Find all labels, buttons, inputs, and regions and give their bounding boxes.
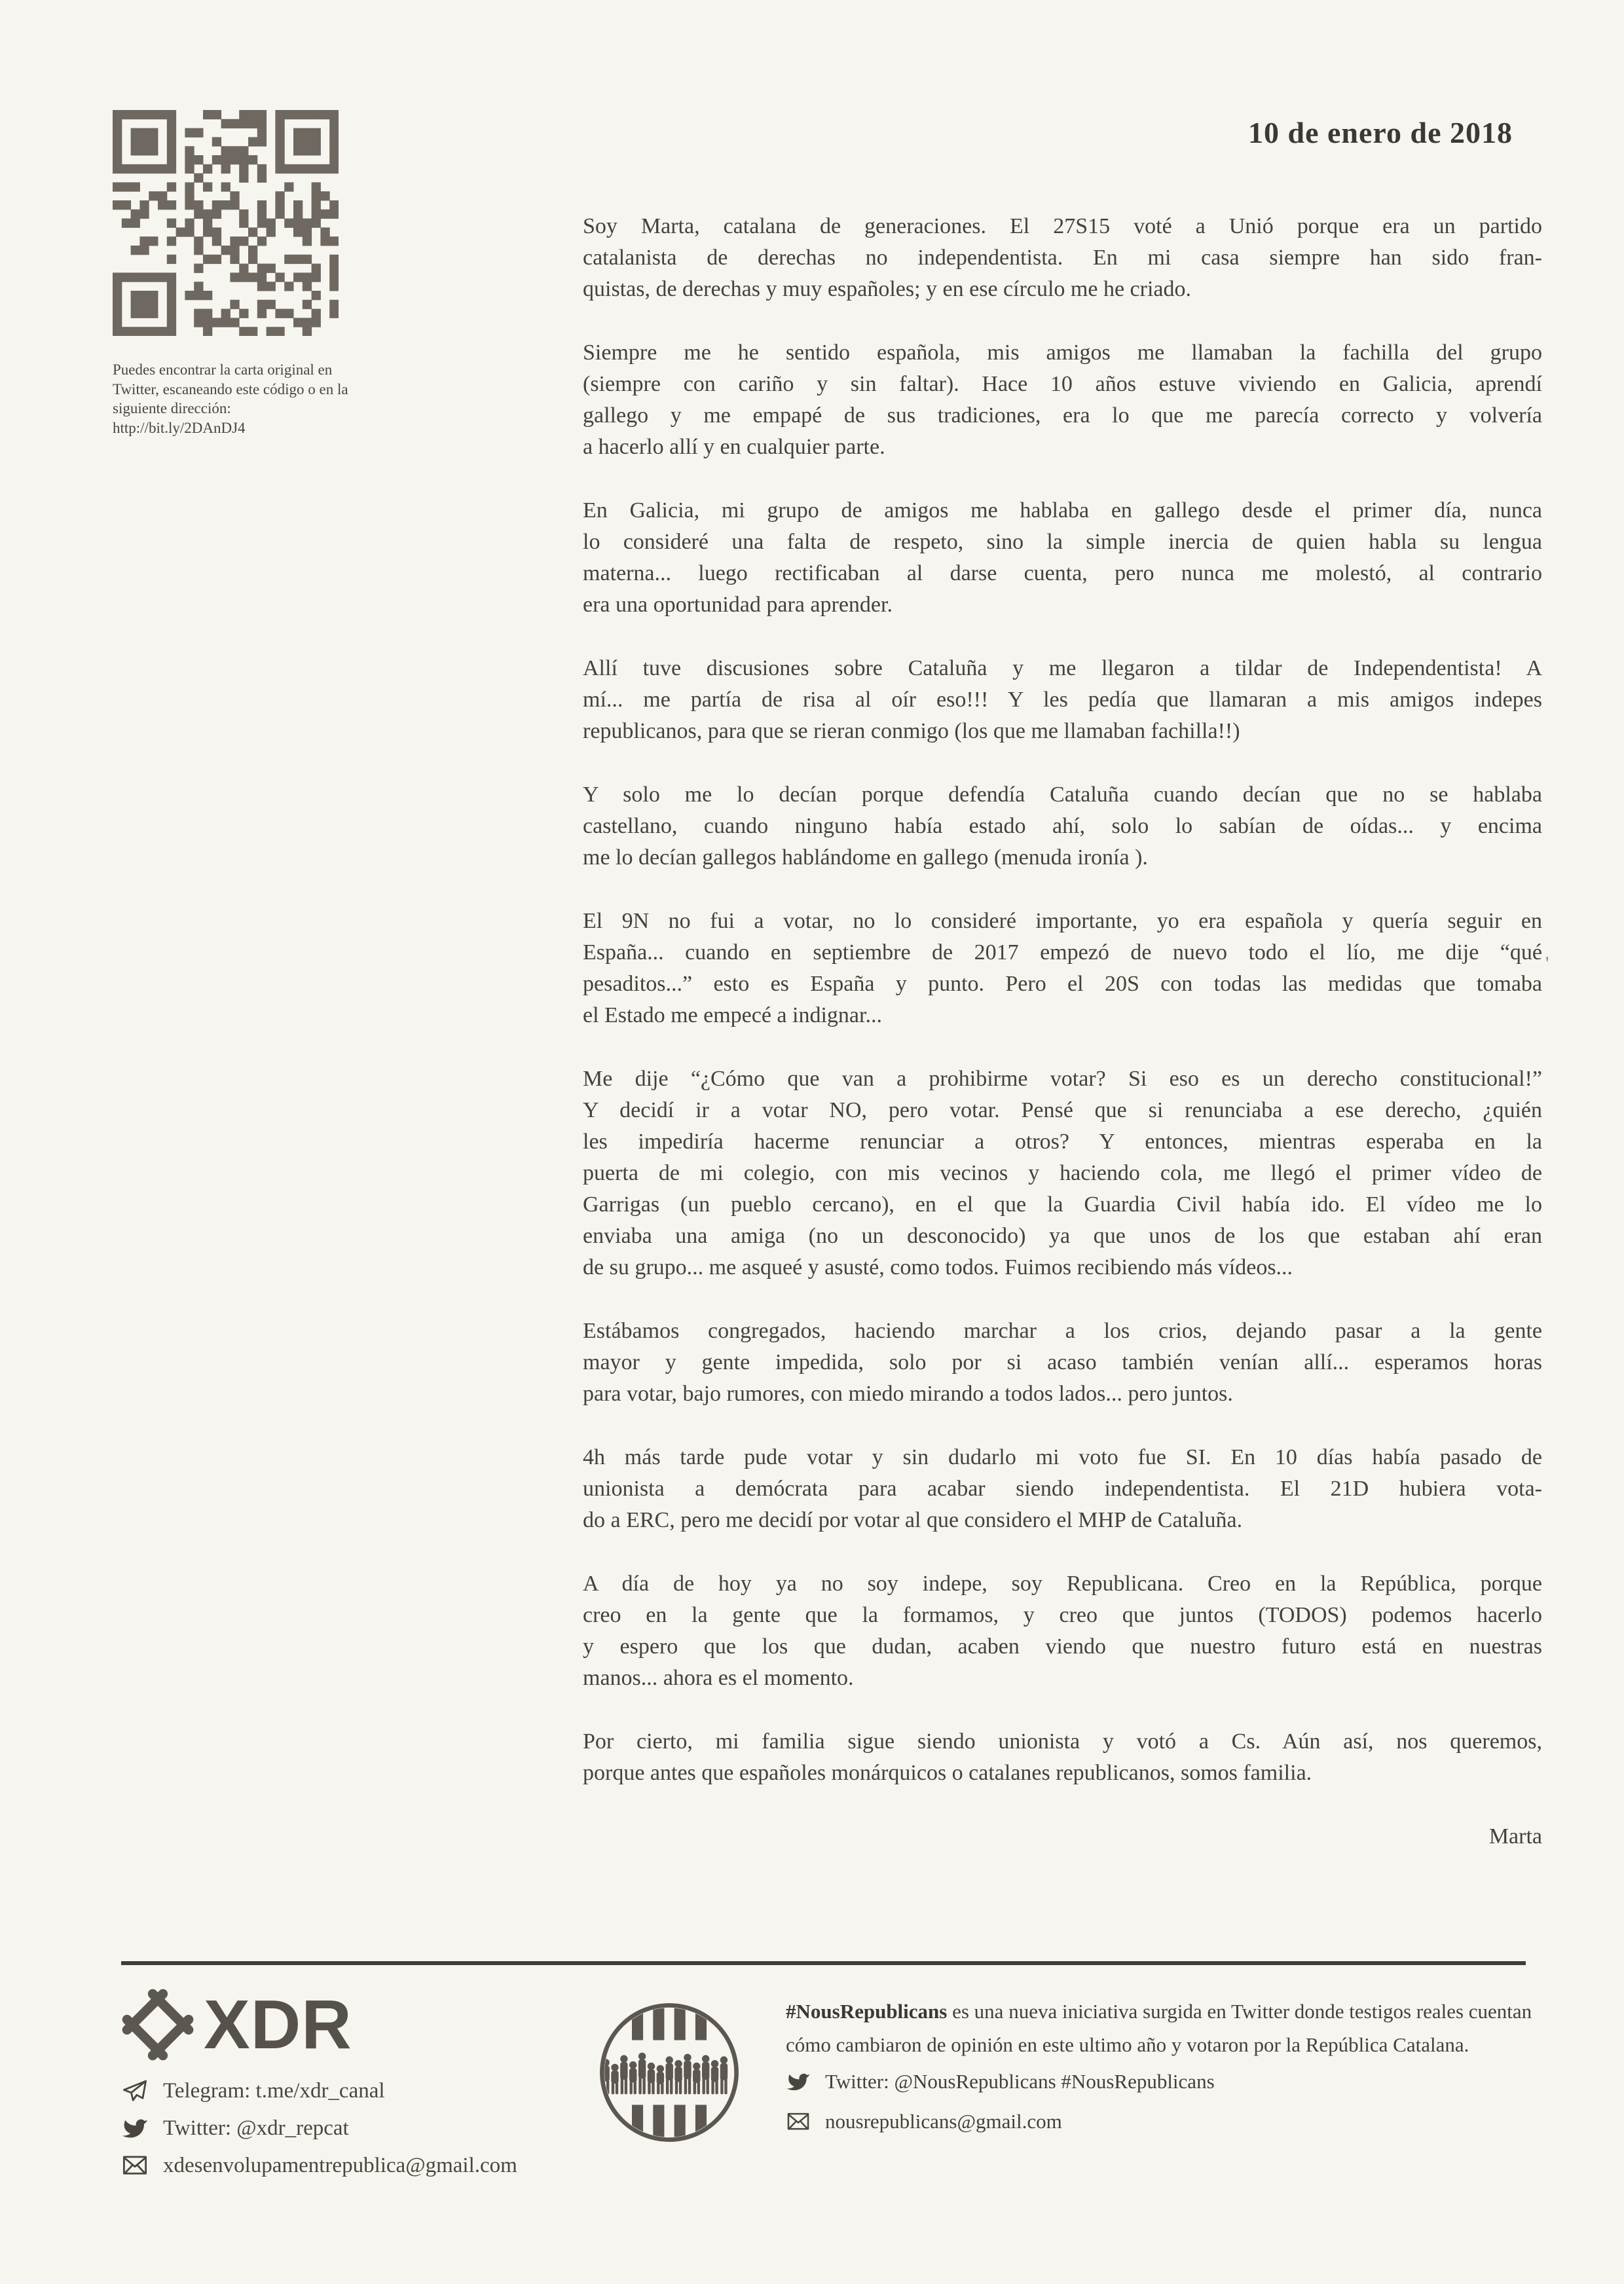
letter-line: unionista a demócrata para acabar siendo independentista. El 21D hubiera vota- [583,1477,1542,1501]
xdr-logo-text: XDR [204,1986,352,2063]
xdr-email-row [121,2152,517,2179]
letter-line: España... cuando en septiembre de 2017 empezó de nuevo todo el lío, me dije “qué [583,940,1542,965]
letter-line: quistas, de derechas y muy españoles; y en ese círculo me he criado. [583,277,1192,301]
letter-line: porque antes que españoles monárquicos o catalanes republicanos, somos familia. [583,1761,1312,1785]
letter-line: mayor y gente impedida, solo por si acaso también venían allí... esperamos horas [583,1350,1542,1374]
letter-line: manos... ahora es el momento. [583,1666,854,1690]
letter-line: Por cierto, mi familia sigue siendo unionista y votó a Cs. Aún así, nos queremos, [583,1729,1542,1754]
qr-code [113,110,339,336]
letter-paragraph [583,779,1542,874]
letter-paragraph [583,1063,1542,1283]
xdr-twitter-label: Twitter: @xdr_repcat [163,2116,349,2140]
letter-line: El 9N no fui a votar, no lo consideré importante, yo era española y quería seguir en [583,909,1542,933]
letter-paragraph [583,495,1542,621]
letter-line: creo en la gente que la formamos, y creo que juntos (TODOS) podemos hacerlo [583,1603,1542,1627]
twitter-icon [121,2114,149,2142]
letter-line: castellano, cuando ninguno había estado ahí, solo lo sabían de oídas... y encima [583,814,1542,838]
nousrepublicans-contacts [786,2065,1542,2138]
letter-line: republicanos, para que se rieran conmigo (los que me llamaban fachilla!!) [583,719,1240,743]
xdr-contacts [121,2077,517,2179]
letter-line: enviaba una amiga (no un desconocido) ya que unos de los que estaban ahí eran [583,1224,1542,1248]
letter-line: para votar, bajo rumores, con miedo mirando a todos lados... pero juntos. [583,1382,1233,1406]
letter-line: Y solo me lo decían porque defendía Cataluña cuando decían que no se hablaba [583,783,1542,807]
nousrepublicans-block [786,1995,1542,2138]
letter-line: me lo decían gallegos hablándome en gallego (menuda ironía ). [583,845,1148,870]
letter-line: era una oportunidad para aprender. [583,593,893,617]
nousrepublicans-email-label: nousrepublicans@gmail.com [825,2110,1062,2133]
letter-line: do a ERC, pero me decidí por votar al que considero el MHP de Cataluña. [583,1508,1243,1532]
letter-line: En Galicia, mi grupo de amigos me hablaba en gallego desde el primer día, nunca [583,498,1542,523]
email-icon [121,2152,149,2179]
xdr-twitter-row [121,2114,517,2142]
telegram-icon [121,2077,149,2105]
qr-caption-line: Twitter, escaneando este código o en la [113,380,348,397]
letter-line: lo consideré una falta de respeto, sino la simple inercia de quien habla su lengua [583,530,1542,554]
nousrepublicans-email-row [786,2105,1542,2138]
xdr-block [121,1988,517,2179]
letter-line: Allí tuve discusiones sobre Cataluña y me llegaron a tildar de Independentista! A [583,656,1542,680]
letter-line: Garrigas (un pueblo cercano), en el que la Guardia Civil había ido. El vídeo me lo [583,1192,1542,1217]
email-icon [786,2109,811,2134]
letter-line: mí... me partía de risa al oír eso!!! Y les pedía que llamaran a mis amigos indepes [583,688,1542,712]
letter-line: a hacerlo allí y en cualquier parte. [583,435,885,459]
qr-caption-line: Puedes encontrar la carta original en [113,361,333,378]
letter-line: catalanista de derechas no independentista. En mi casa siempre han sido fran- [583,246,1542,270]
footer-divider [121,1961,1526,1965]
letter-date: 10 de enero de 2018 [1247,116,1513,149]
letter-signature: Marta [1488,1824,1542,1849]
letter-paragraph [583,1726,1542,1789]
scan-artifact: ' [1545,953,1549,974]
letter-line: materna... luego rectificaban al darse cuenta, pero nunca me molestó, al contrario [583,561,1542,585]
letter-line: Siempre me he sentido española, mis amigos me llamaban la fachilla del grupo [583,341,1542,365]
letter-line: Me dije “¿Cómo que van a prohibirme votar? Si eso es un derecho constitucional!” [583,1067,1542,1091]
letter-body [583,211,1542,1852]
qr-caption [113,360,420,437]
letter-line: pesaditos...” esto es España y punto. Pero el 20S con todas las medidas que tomaba [583,972,1542,996]
xdr-mark-icon [121,1988,194,2061]
letter-paragraph [583,653,1542,747]
twitter-icon [786,2069,811,2094]
nousrepublicans-description: #NousRepublicans es una nueva iniciativa surgida en Twitter donde testigos reales cuentan cómo cambiaron de opinión en este ultimo año y votaron por la República Catalana. [786,2000,1532,2056]
letter-paragraph [583,906,1542,1031]
nousrepublicans-hashtag: #NousRepublicans [786,2000,948,2023]
letter-paragraph [583,337,1542,463]
letter-line: Soy Marta, catalana de generaciones. El 27S15 voté a Unió porque era un partido [583,214,1542,238]
letter-paragraph [583,211,1542,305]
letter-line: A día de hoy ya no soy indepe, soy Republicana. Creo en la República, porque [583,1572,1542,1596]
letter-line: (siempre con cariño y sin faltar). Hace 10 años estuve viviendo en Galicia, aprendí [583,372,1542,396]
letter-line: gallego y me empapé de sus tradiciones, era lo que me parecía correcto y volvería [583,403,1542,428]
letter-line: y espero que los que dudan, acaben viendo que nuestro futuro está en nuestras [583,1634,1542,1659]
letter-paragraph [583,1568,1542,1694]
letter-line: Y decidí ir a votar NO, pero votar. Pensé que si renunciaba a ese derecho, ¿quién [583,1098,1542,1122]
letter-paragraph [583,1316,1542,1410]
letter-paragraph [583,1442,1542,1536]
letter-line: de su grupo... me asqueé y asusté, como todos. Fuimos recibiendo más vídeos... [583,1255,1293,1280]
xdr-logo [121,1988,517,2061]
xdr-email-label: xdesenvolupamentrepublica@gmail.com [163,2153,517,2177]
nousrepublicans-twitter-label: Twitter: @NousRepublicans #NousRepublicans [825,2070,1215,2093]
nousrepublicans-twitter-row [786,2065,1542,2098]
letter-line: el Estado me empecé a indignar... [583,1003,882,1027]
xdr-telegram-row [121,2077,517,2105]
letter-line: Estábamos congregados, haciendo marchar a los crios, dejando pasar a la gente [583,1319,1542,1343]
letter-line: les impediría hacerme renunciar a otros? Y entonces, mientras esperaba en la [583,1130,1542,1154]
qr-caption-line: siguiente dirección: [113,400,231,416]
qr-caption-line: http://bit.ly/2DAnDJ4 [113,419,246,436]
letter-line: 4h más tarde pude votar y sin dudarlo mi voto fue SI. En 10 días había pasado de [583,1445,1542,1469]
letter-line: puerta de mi colegio, con mis vecinos y haciendo cola, me llegó el primer vídeo de [583,1161,1542,1185]
xdr-telegram-label: Telegram: t.me/xdr_canal [163,2078,385,2103]
nousrepublicans-logo [595,1997,744,2148]
